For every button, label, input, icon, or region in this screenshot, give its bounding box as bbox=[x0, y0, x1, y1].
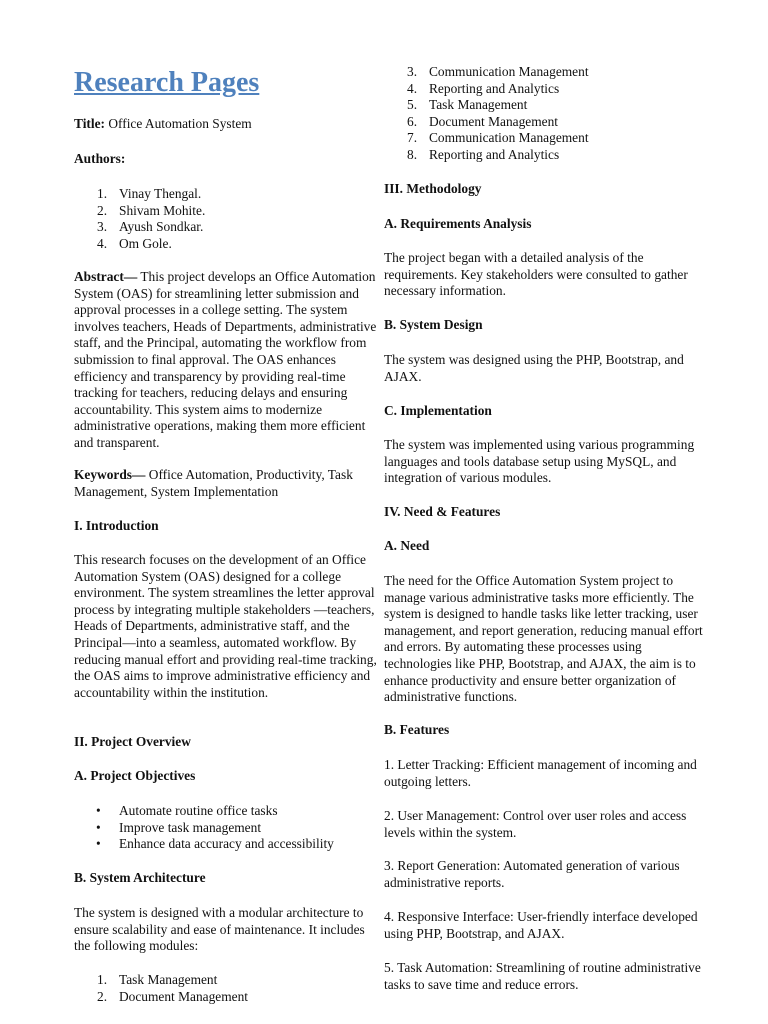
module-item: 7. Communication Management bbox=[407, 130, 589, 146]
authors-list bbox=[74, 186, 380, 252]
design-text: The system was designed using the PHP, Bootstrap, and AJAX. bbox=[384, 352, 684, 384]
keywords-label: Keywords— bbox=[74, 467, 146, 482]
features-heading: B. Features bbox=[384, 722, 450, 737]
keywords-paragraph bbox=[74, 467, 380, 500]
requirements-heading: A. Requirements Analysis bbox=[384, 216, 532, 231]
intro-text: This research focuses on the development of an Office Automation System (OAS) designed for a college environment. The system streamlines the letter approval process by integrating multiple stakeholders —teachers, Heads of Departments, administrative staff, and the Principal—into a seamless, automated workflow. By reducing manual effort and providing real-time tracking, the OAS aims to improve administrative efficiency and accountability within the institution. bbox=[74, 552, 377, 700]
module-item: 2. Document Management bbox=[97, 988, 249, 1004]
feature-item: 1. Letter Tracking: Efficient management of incoming and outgoing letters. bbox=[384, 757, 697, 789]
module-item: 4. Reporting and Analytics bbox=[407, 80, 560, 96]
page-title: Research Pages bbox=[74, 67, 260, 98]
objectives-heading: A. Project Objectives bbox=[74, 768, 196, 783]
requirements-text: The project began with a detailed analysis of the requirements. Key stakeholders were consulted to gather necessary information. bbox=[384, 250, 688, 299]
methodology-heading: III. Methodology bbox=[384, 181, 482, 196]
title-value: Office Automation System bbox=[108, 116, 252, 131]
author-item: 4. Om Gole. bbox=[97, 235, 172, 251]
module-item: 3. Communication Management bbox=[407, 64, 589, 79]
module-item: 1. Task Management bbox=[97, 972, 218, 987]
objectives-list bbox=[74, 803, 380, 853]
implementation-text: The system was implemented using various programming languages and tools database setup using MySQL, and integration of various modules. bbox=[384, 437, 695, 486]
author-item: 3. Ayush Sondkar. bbox=[97, 219, 204, 235]
feature-item: 5. Task Automation: Streamlining of routine administrative tasks to save time and reduce errors. bbox=[384, 960, 701, 992]
feature-item: 3. Report Generation: Automated generation of various administrative reports. bbox=[384, 858, 680, 890]
keywords-text: Office Automation, Productivity, Task Management, System Implementation bbox=[74, 467, 353, 499]
abstract-label: Abstract— bbox=[74, 269, 138, 284]
abstract-paragraph bbox=[74, 269, 380, 452]
objective-item: • Enhance data accuracy and accessibility bbox=[96, 836, 334, 852]
module-item: 8. Reporting and Analytics bbox=[407, 146, 560, 162]
architecture-text: The system is designed with a modular architecture to ensure scalability and ease of maintenance. It includes the following modules: bbox=[74, 905, 365, 954]
intro-heading: I. Introduction bbox=[74, 518, 159, 533]
design-heading: B. System Design bbox=[384, 317, 483, 332]
need-heading: A. Need bbox=[384, 538, 430, 553]
author-item: 1. Vinay Thengal. bbox=[97, 186, 202, 201]
architecture-heading: B. System Architecture bbox=[74, 870, 206, 885]
objective-item: • Automate routine office tasks bbox=[96, 803, 278, 818]
authors-label: Authors: bbox=[74, 151, 126, 166]
modules-list-left bbox=[74, 972, 380, 1005]
feature-item: 4. Responsive Interface: User-friendly interface developed using PHP, Bootstrap, and AJAX. bbox=[384, 909, 698, 941]
objective-item: • Improve task management bbox=[96, 819, 262, 835]
module-item: 6. Document Management bbox=[407, 113, 559, 129]
module-item: 5. Task Management bbox=[407, 97, 528, 113]
implementation-heading: C. Implementation bbox=[384, 403, 492, 418]
need-features-heading: IV. Need & Features bbox=[384, 504, 501, 519]
author-item: 2. Shivam Mohite. bbox=[97, 202, 206, 218]
title-line bbox=[74, 116, 380, 133]
title-label: Title: bbox=[74, 116, 105, 131]
modules-list-right bbox=[384, 64, 704, 164]
need-text: The need for the Office Automation System project to manage various administrative tasks more efficiently. The system is designed to handle tasks like letter tracking, user management, and report generation, reducing manual effort and errors. By automating these processes using technologies like PHP, Bootstrap, and AJAX, the aim is to enhance productivity and ensure better organization of administrative functions. bbox=[384, 573, 703, 705]
feature-item: 2. User Management: Control over user roles and access levels within the system. bbox=[384, 808, 687, 840]
abstract-text: This project develops an Office Automation System (OAS) for streamlining letter submission and approval processes in a college setting. The system involves teachers, Heads of Departments, administrative staff, and the Principal, automating the workflow from submission to final approval. The OAS enhances efficiency and transparency by providing real-time tracking for teachers, reducing delays and ensuring accountability. This system aims to modernize administrative operations, making them more efficient and transparent. bbox=[74, 269, 377, 450]
overview-heading: II. Project Overview bbox=[74, 734, 191, 749]
